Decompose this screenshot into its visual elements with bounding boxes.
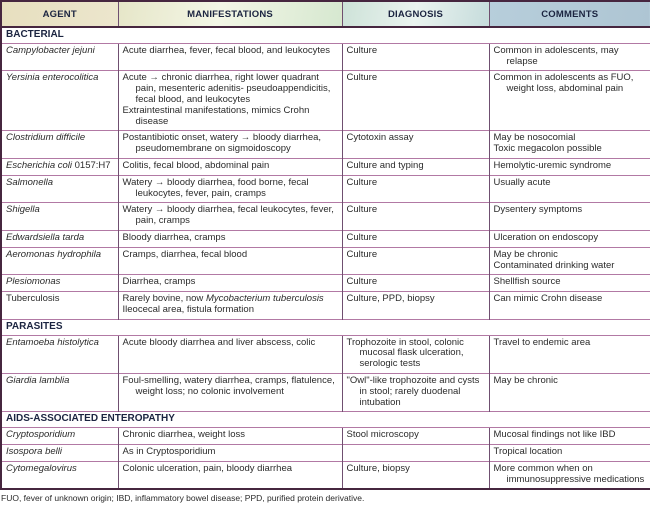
diagnosis-cell [342,275,489,292]
cell-text: Culture, PPD, biopsy [346,293,435,305]
comments-cell [489,247,650,275]
cell-text: Shellfish source [493,276,561,288]
section-label: BACTERIAL [1,27,650,43]
table-row [1,131,650,159]
comments-cell [489,158,650,175]
cell-text: Toxic megacolon possible [493,143,602,155]
cell-text: Can mimic Crohn disease [493,293,603,305]
comments-cell [489,444,650,461]
agent-cell: Aeromonas hydrophila [1,247,118,275]
cell-text: Culture [346,176,378,188]
table-row [1,158,650,175]
cell-text: Travel to endemic area [493,336,591,348]
manifestations-cell [118,461,342,489]
comments-cell [489,373,650,411]
comments-cell [489,275,650,292]
section-row [1,27,650,43]
table-row [1,275,650,292]
cell-text: "Owl"-like trophozoite and cysts in stool; rarely duodenal intubation [346,374,480,408]
agent-cell: Plesiomonas [1,275,118,292]
cell-text: Common in adolescents as FUO, weight loss, abdominal pain [493,72,634,95]
agent-cell: Cytomegalovirus [1,461,118,489]
cell-text: Acute → chronic diarrhea, right lower quadrant pain, mesenteric adenitis- pseudoappendicitis, fecal blood, and leukocytes [122,72,331,105]
cell-text: Bloody diarrhea, cramps [122,231,226,243]
diagnosis-cell [342,428,489,445]
diagnosis-cell [342,292,489,320]
table-row [1,230,650,247]
table-row [1,292,650,320]
diagnosis-cell [342,71,489,131]
comments-cell [489,203,650,231]
comments-cell [489,71,650,131]
cell-text: Watery → bloody diarrhea, fecal leukocytes, fever, pain, cramps [122,204,334,227]
comments-cell [489,461,650,489]
cell-text: Culture, biopsy [346,462,410,474]
cell-text: Culture [346,72,378,84]
manifestations-cell [118,335,342,373]
manifestations-cell [118,71,342,131]
table-row [1,71,650,131]
cell-text: Ileocecal area, fistula formation [122,303,254,315]
column-header-diagnosis: DIAGNOSIS [342,1,489,27]
cell-text: Acute bloody diarrhea and liver abscess, colic [122,336,316,348]
column-header-comments: COMMENTS [489,1,650,27]
comments-cell [489,131,650,159]
cell-text: Contaminated drinking water [493,259,615,271]
table-row [1,461,650,489]
cell-text: May be nosocomial [493,132,576,144]
manifestations-cell [118,373,342,411]
cell-text: Culture [346,276,378,288]
cell-text: Diarrhea, cramps [122,276,196,288]
diagnosis-cell [342,175,489,203]
table-row [1,444,650,461]
diagnosis-cell [342,444,489,461]
diagnosis-cell [342,131,489,159]
cell-text: Usually acute [493,176,551,188]
cell-text: Dysentery symptoms [493,204,583,216]
table-body [1,27,650,489]
manifestations-cell [118,131,342,159]
table-row [1,43,650,71]
diagnosis-cell [342,247,489,275]
manifestations-cell [118,428,342,445]
agent-cell: Cryptosporidium [1,428,118,445]
cell-text: Tropical location [493,445,563,457]
comments-cell [489,43,650,71]
agent-cell: Campylobacter jejuni [1,43,118,71]
manifestations-cell [118,275,342,292]
comments-cell [489,428,650,445]
diagnosis-cell [342,158,489,175]
diagnosis-cell [342,373,489,411]
table-row [1,335,650,373]
cell-text: Culture [346,204,378,216]
footnote: FUO, fever of unknown origin; IBD, inflammatory bowel disease; PPD, purified protein derivative. [1,493,365,504]
agent-cell: Salmonella [1,175,118,203]
column-header-manifestations: MANIFESTATIONS [118,1,342,27]
diagnosis-cell [342,461,489,489]
cell-text: Trophozoite in stool, colonic mucosal flask ulceration, serologic tests [346,336,464,370]
cell-text: Chronic diarrhea, weight loss [122,429,246,441]
manifestations-cell [118,247,342,275]
table-row [1,428,650,445]
diagnosis-cell [342,43,489,71]
agent-cell: Shigella [1,203,118,231]
agent-cell: Clostridium difficile [1,131,118,159]
manifestations-cell [118,292,342,320]
cell-text: Postantibiotic onset, watery → bloody diarrhea, pseudomembrane on sigmoidoscopy [122,132,322,155]
header-row [1,1,650,27]
agent-cell: Yersinia enterocolitica [1,71,118,131]
agent-cell: Edwardsiella tarda [1,230,118,247]
table-row [1,247,650,275]
manifestations-cell [118,158,342,175]
cell-text: Hemolytic-uremic syndrome [493,159,612,171]
cell-text: Culture and typing [346,159,424,171]
diagnosis-cell [342,335,489,373]
manifestations-cell [118,444,342,461]
cell-text: Common in adolescents, may relapse [493,44,619,67]
cell-text: Rarely bovine, now Mycobacterium tuberculosis [122,293,324,305]
comments-cell [489,230,650,247]
cell-text: Culture [346,248,378,260]
comments-cell [489,292,650,320]
cell-text: May be chronic [493,374,558,386]
diagnosis-cell [342,203,489,231]
agent-cell: Entamoeba histolytica [1,335,118,373]
cell-text: Colonic ulceration, pain, bloody diarrhea [122,462,293,474]
cell-text: Foul-smelling, watery diarrhea, cramps, flatulence, weight loss; no colonic involvement [122,374,335,397]
agent-cell: Giardia lamblia [1,373,118,411]
table-header [1,1,650,27]
table-row [1,203,650,231]
cell-text: Watery → bloody diarrhea, food borne, fecal leukocytes, fever, pain, cramps [122,176,309,199]
cell-text: Culture [346,231,378,243]
cell-text: Ulceration on endoscopy [493,231,599,243]
cell-text: As in Cryptosporidium [122,445,216,457]
manifestations-cell [118,175,342,203]
cell-text: Stool microscopy [346,429,419,441]
manifestations-cell [118,43,342,71]
section-label: PARASITES [1,319,650,335]
comments-cell [489,175,650,203]
section-row [1,412,650,428]
table-row [1,373,650,411]
cell-text: May be chronic [493,248,558,260]
manifestations-cell [118,230,342,247]
cell-text: Mucosal findings not like IBD [493,429,616,441]
cell-text: Colitis, fecal blood, abdominal pain [122,159,270,171]
manifestations-cell [118,203,342,231]
agent-cell: Isospora belli [1,444,118,461]
section-row [1,319,650,335]
agent-cell: Escherichia coli 0157:H7 [1,158,118,175]
agent-cell: Tuberculosis [1,292,118,320]
diagnosis-cell [342,230,489,247]
comments-cell [489,335,650,373]
cell-text: Culture [346,44,378,56]
cell-text: More common when on immunosuppressive medications [493,462,645,485]
cell-text: Cramps, diarrhea, fecal blood [122,248,248,260]
column-header-agent: AGENT [1,1,118,27]
cell-text: Acute diarrhea, fever, fecal blood, and leukocytes [122,44,331,56]
cell-text: Cytotoxin assay [346,132,414,144]
table-row [1,175,650,203]
cell-text: Extraintestinal manifestations, mimics Crohn disease [122,104,310,127]
section-label: AIDS-ASSOCIATED ENTEROPATHY [1,412,650,428]
